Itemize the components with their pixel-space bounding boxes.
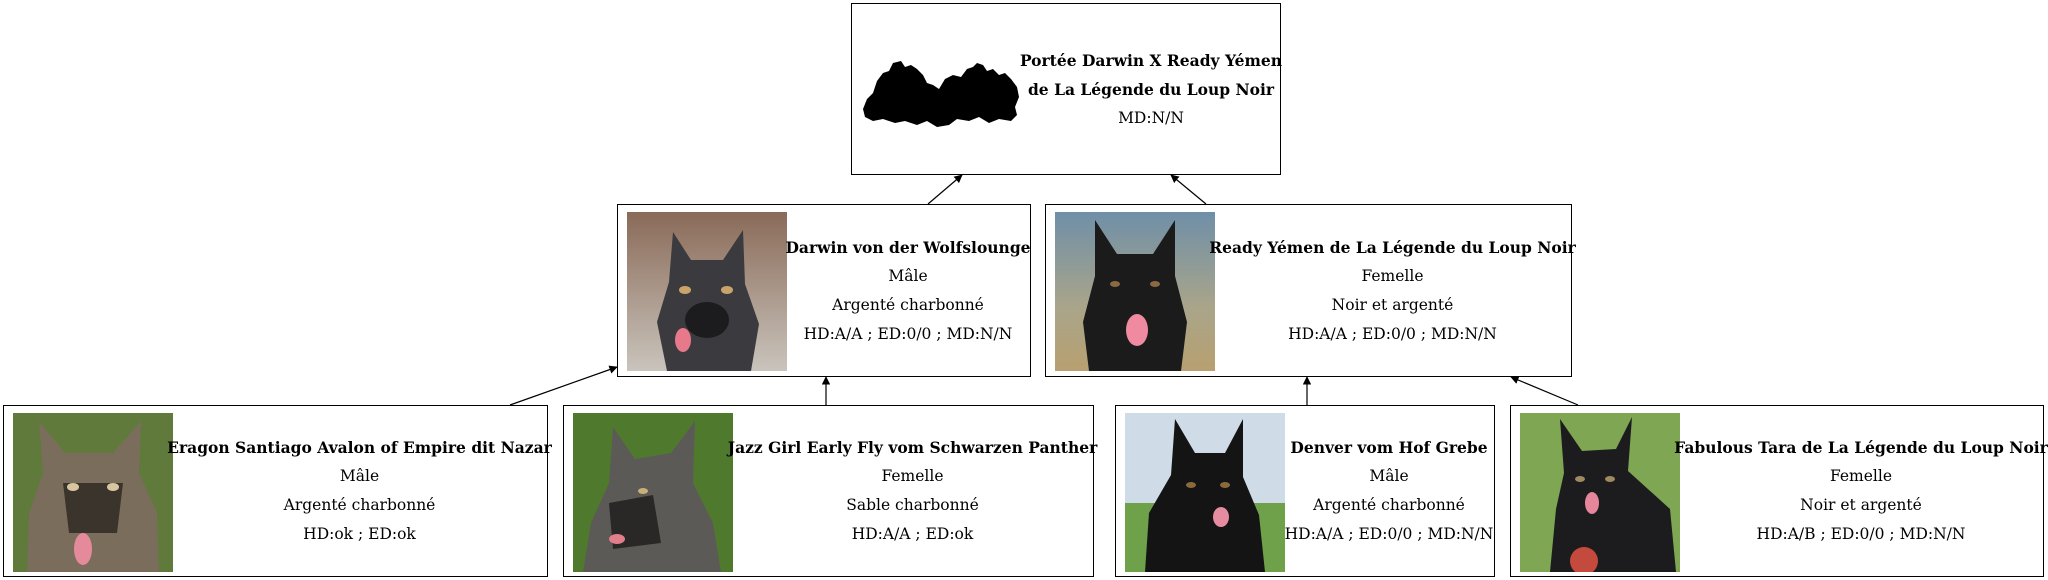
litter-title: Portée Darwin X Ready Yémen: [1019, 50, 1283, 70]
dam-dam-photo: [1520, 413, 1680, 572]
sire-dam-photo: [573, 413, 733, 572]
sire-sex: Mâle: [888, 266, 928, 285]
sire-sire-sex: Mâle: [339, 467, 380, 485]
sire-dam-node: [563, 405, 1098, 577]
sire-sire-node: [3, 405, 552, 577]
sire-photo: [627, 212, 787, 371]
sire-info: [785, 205, 1031, 376]
puppies-silhouette-image: [861, 59, 1021, 129]
sire-sire-color: Argenté charbonné: [283, 496, 436, 514]
sire-dam-color: Sable charbonné: [846, 496, 979, 514]
sire-sire-info: [167, 406, 552, 576]
dam-name: Ready Yémen de La Légende du Loup Noir: [1209, 237, 1576, 257]
sire-sire-name: Eragon Santiago Avalon of Empire dit Nazar: [167, 438, 552, 457]
dam-dam-node: [1510, 405, 2048, 577]
dam-sire-name: Denver vom Hof Grebe: [1290, 438, 1488, 457]
dam-sire-photo: [1125, 413, 1285, 572]
dam-sire-info: [1284, 406, 1494, 576]
dam-sex: Femelle: [1361, 266, 1424, 285]
edge-tara-to-dam: [1511, 377, 1578, 405]
sire-name: Darwin von der Wolfslounge: [785, 237, 1031, 257]
sire-dam-sex: Femelle: [881, 467, 944, 485]
dam-info: [1209, 205, 1576, 376]
litter-node: [851, 3, 1281, 175]
edge-dam-to-litter: [1171, 175, 1206, 204]
edge-sire-to-litter: [928, 175, 962, 204]
sire-dam-info: [727, 406, 1098, 576]
dam-sire-tests: HD:A/A ; ED:0/0 ; MD:N/N: [1284, 525, 1494, 543]
sire-node: [617, 204, 1031, 377]
sire-color: Argenté charbonné: [832, 295, 984, 314]
dam-dam-sex: Femelle: [1829, 467, 1893, 485]
edge-eragon-to-sire: [510, 367, 617, 405]
sire-sire-photo: [13, 413, 173, 572]
sire-dam-tests: HD:A/A ; ED:ok: [851, 525, 974, 543]
dam-sire-color: Argenté charbonné: [1313, 496, 1465, 514]
dam-sire-node: [1115, 405, 1495, 577]
litter-tests: MD:N/N: [1118, 108, 1184, 127]
sire-dam-name: Jazz Girl Early Fly vom Schwarzen Panther: [727, 438, 1098, 457]
dam-sire-sex: Mâle: [1369, 467, 1409, 485]
dam-dam-color: Noir et argenté: [1800, 496, 1922, 514]
dam-dam-tests: HD:A/B ; ED:0/0 ; MD:N/N: [1756, 525, 1966, 543]
dam-node: [1045, 204, 1576, 377]
dam-dam-info: [1674, 406, 2048, 576]
sire-sire-tests: HD:ok ; ED:ok: [303, 525, 416, 543]
dam-color: Noir et argenté: [1331, 295, 1454, 314]
dam-dam-name: Fabulous Tara de La Légende du Loup Noir: [1674, 438, 2048, 457]
litter-info: [1019, 4, 1283, 174]
sire-tests: HD:A/A ; ED:0/0 ; MD:N/N: [803, 324, 1013, 343]
dam-tests: HD:A/A ; ED:0/0 ; MD:N/N: [1288, 324, 1497, 343]
dam-photo: [1055, 212, 1215, 371]
litter-subtitle: de La Légende du Loup Noir: [1027, 79, 1275, 99]
